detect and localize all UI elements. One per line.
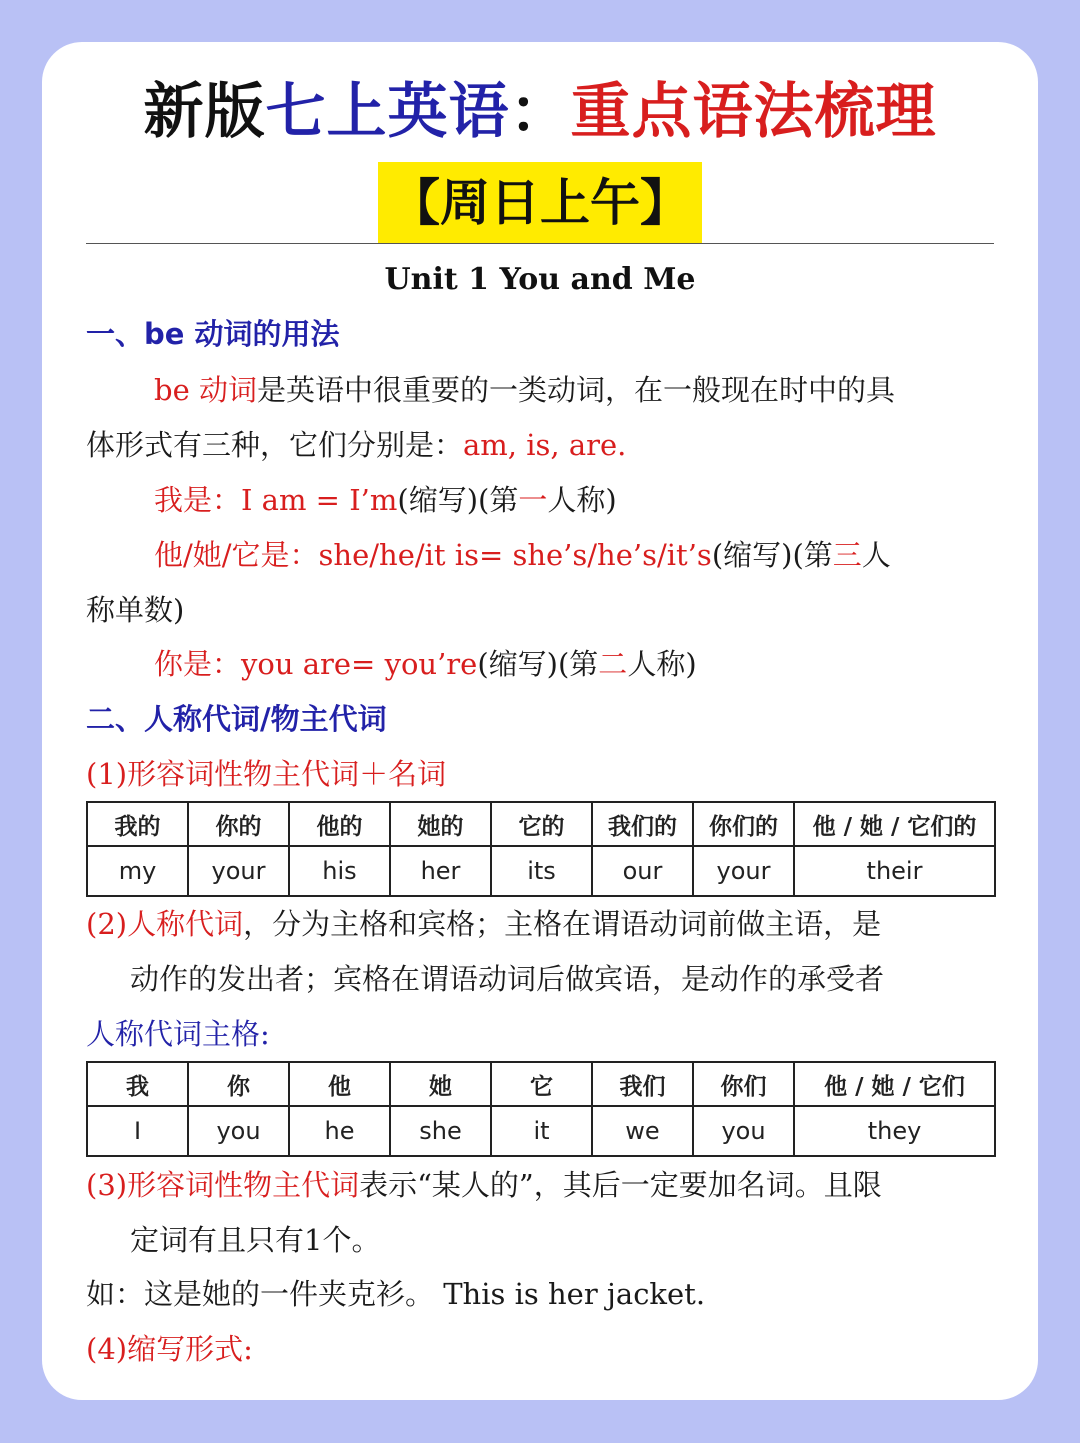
table-header-cell: 你的 [188, 802, 289, 846]
table-cell: they [794, 1106, 995, 1156]
third-person-line-cont: 称单数) [86, 593, 185, 627]
table-header-cell: 它的 [491, 802, 592, 846]
time-badge: 【周日上午】 [378, 162, 702, 244]
table-header-cell: 我们的 [592, 802, 693, 846]
title-part-2: 七上英语 [265, 77, 510, 147]
table-cell: you [188, 1106, 289, 1156]
be-verb-intro-line-2 [86, 423, 626, 467]
title-part-4: 重点语法梳理 [570, 77, 937, 147]
table-cell: you [693, 1106, 794, 1156]
subsection-3-line-2: 定词有且只有1个。 [130, 1223, 381, 1257]
subsection-4-heading: (4)缩写形式: [86, 1332, 253, 1366]
table-cell: we [592, 1106, 693, 1156]
subject-pronoun-table [86, 1061, 996, 1157]
second-person-rule: 你是：you are= you’re [154, 647, 478, 681]
table-cell: its [491, 846, 592, 896]
table-cell: it [491, 1106, 592, 1156]
be-verb-forms: am, is, are. [463, 428, 627, 462]
divider [86, 243, 994, 244]
table-cell: I [87, 1106, 188, 1156]
table-cell: her [390, 846, 491, 896]
table-header-cell: 它 [491, 1062, 592, 1106]
be-verb-intro-text: 是英语中很重要的一类动词，在一般现在时中的具 [256, 373, 895, 407]
table-header-cell: 你们 [693, 1062, 794, 1106]
table-header-cell: 你 [188, 1062, 289, 1106]
subsection-3-heading: (3)形容词性物主代词 [86, 1168, 360, 1202]
table-header-cell: 她的 [390, 802, 491, 846]
possessive-adjective-table [86, 801, 996, 897]
second-person-note: (缩写)(第 [477, 647, 599, 681]
third-person-note-end: 人 [861, 538, 891, 572]
example-sentence: 如：这是她的一件夹克衫。 This is her jacket. [86, 1277, 706, 1311]
page-title [0, 72, 1080, 152]
third-person-note: (缩写)(第 [711, 538, 833, 572]
table-cell: she [390, 1106, 491, 1156]
first-person-number: 一 [518, 483, 548, 517]
table-cell: your [188, 846, 289, 896]
table-cell: our [592, 846, 693, 896]
subsection-1-heading: (1)形容词性物主代词＋名词 [86, 757, 447, 791]
third-person-rule: 他/她/它是：she/he/it is= she’s/he’s/it’s [154, 538, 712, 572]
table-cell: he [289, 1106, 390, 1156]
subject-pronoun-label: 人称代词主格: [86, 1017, 270, 1051]
subsection-3-line-1 [86, 1163, 882, 1207]
table-cell: your [693, 846, 794, 896]
table-header-cell: 你们的 [693, 802, 794, 846]
table-header-cell: 他的 [289, 802, 390, 846]
table-cell: his [289, 846, 390, 896]
table-cell: my [87, 846, 188, 896]
be-verb-intro-line-1 [154, 368, 895, 412]
third-person-line [154, 533, 891, 577]
second-person-line [154, 642, 697, 686]
subsection-2-text: ，分为主格和宾格；主格在谓语动词前做主语，是 [243, 907, 882, 941]
first-person-note-end: 人称) [547, 483, 617, 517]
second-person-number: 二 [598, 647, 628, 681]
subsection-2-line-2: 动作的发出者；宾格在谓语动词后做宾语，是动作的承受者 [130, 962, 885, 996]
be-verb-forms-lead: 体形式有三种，它们分别是： [86, 428, 464, 462]
title-part-1: 新版 [143, 77, 266, 147]
first-person-line [154, 478, 617, 522]
table-header-cell: 他 / 她 / 它们 [794, 1062, 995, 1106]
be-verb-term: be 动词 [154, 373, 257, 407]
table-cell: their [794, 846, 995, 896]
section-2-heading: 二、人称代词/物主代词 [86, 702, 387, 736]
second-person-note-end: 人称) [627, 647, 697, 681]
table-header-cell: 我 [87, 1062, 188, 1106]
subsection-3-text: 表示“某人的”，其后一定要加名词。且限 [359, 1168, 882, 1202]
section-1-heading: 一、be 动词的用法 [86, 317, 340, 351]
table-header-cell: 他 / 她 / 它们的 [794, 802, 995, 846]
table-header-cell: 她 [390, 1062, 491, 1106]
subsection-2-heading: (2)人称代词 [86, 907, 244, 941]
first-person-note: (缩写)(第 [397, 483, 519, 517]
first-person-rule: 我是：I am = I’m [154, 483, 398, 517]
unit-title: Unit 1 You and Me [384, 262, 696, 297]
table-header-cell: 我的 [87, 802, 188, 846]
subsection-2-line-1 [86, 902, 881, 946]
title-colon: ： [509, 77, 571, 147]
table-header-cell: 他 [289, 1062, 390, 1106]
table-header-cell: 我们 [592, 1062, 693, 1106]
third-person-number: 三 [832, 538, 862, 572]
